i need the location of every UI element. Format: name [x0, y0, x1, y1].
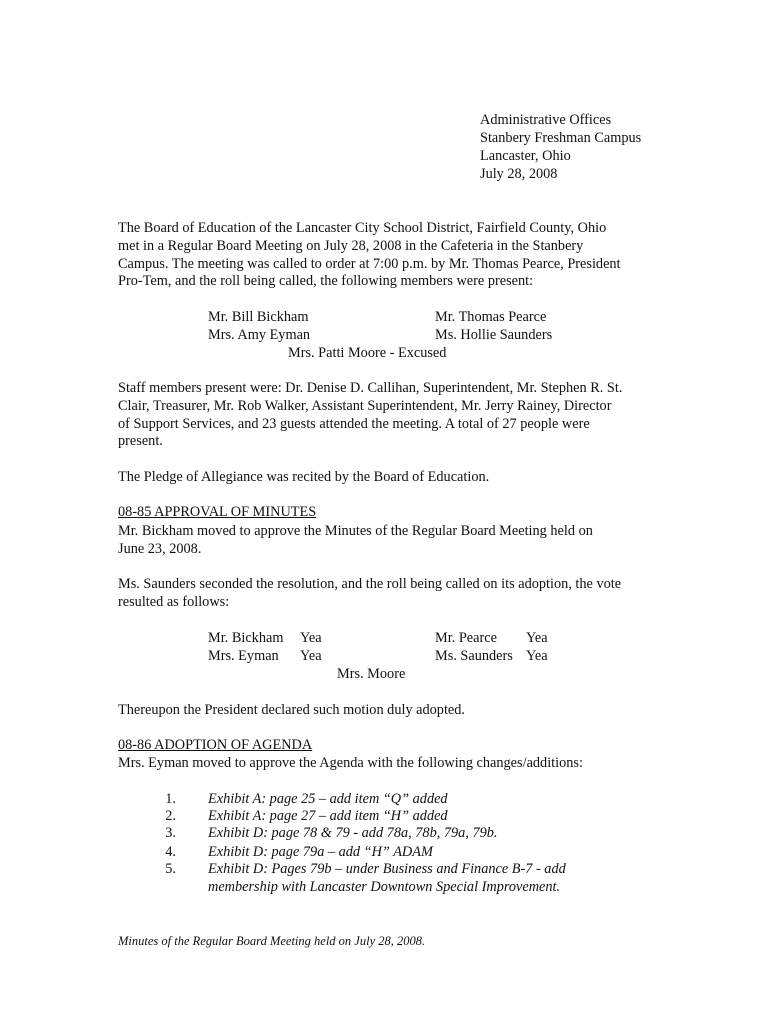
text-line: resulted as follows:	[118, 593, 230, 610]
list-number: 5.	[165, 861, 176, 877]
vote-value: Yea	[526, 648, 548, 664]
header-date: July 28, 2008	[480, 166, 558, 182]
motion-result: Thereupon the President declared such motion duly adopted.	[118, 702, 465, 718]
list-text: Exhibit A: page 27 – add item “H” added	[208, 808, 448, 824]
intro-paragraph	[118, 220, 663, 291]
section-heading-08-85: 08-85 APPROVAL OF MINUTES	[118, 504, 317, 520]
text-line: Staff members present were: Dr. Denise D. Callihan, Superintendent, Mr. Stephen R. St.	[118, 380, 623, 396]
list-text: Exhibit A: page 25 – add item “Q” added	[208, 791, 448, 807]
agenda-motion: Mrs. Eyman moved to approve the Agenda with the following changes/additions:	[118, 755, 583, 771]
header-line: Administrative Offices	[480, 112, 612, 128]
minutes-second	[118, 576, 663, 612]
vote-value: Yea	[300, 630, 322, 646]
header-line: Lancaster, Ohio	[480, 148, 571, 164]
voter-name: Ms. Saunders	[435, 648, 513, 664]
text-line: Pro-Tem, and the roll being called, the following members were present:	[118, 273, 534, 290]
list-number: 3.	[165, 825, 176, 841]
text-line: Ms. Saunders seconded the resolution, and the roll being called on its adoption, the vote	[118, 576, 622, 592]
text-line: Clair, Treasurer, Mr. Rob Walker, Assistant Superintendent, Mr. Jerry Rainey, Director	[118, 397, 612, 414]
member-name: Mrs. Amy Eyman	[208, 327, 311, 343]
list-text: Exhibit D: page 78 & 79 - add 78a, 78b, 79a, 79b.	[208, 825, 498, 841]
text-line: of Support Services, and 23 guests attended the meeting. A total of 27 people were	[118, 415, 590, 432]
text-line: June 23, 2008.	[118, 540, 202, 557]
member-excused: Mrs. Patti Moore - Excused	[288, 345, 447, 361]
vote-value: Yea	[300, 648, 322, 664]
header-line: Stanbery Freshman Campus	[480, 130, 642, 146]
voter-name: Mrs. Eyman	[208, 648, 279, 664]
minutes-motion	[118, 523, 663, 559]
text-line: Mr. Bickham moved to approve the Minutes of the Regular Board Meeting held on	[118, 523, 593, 539]
list-text: Exhibit D: Pages 79b – under Business and Finance B-7 - add	[208, 861, 566, 877]
list-number: 2.	[165, 808, 176, 824]
list-number: 4.	[165, 844, 176, 860]
text-line: present.	[118, 433, 163, 450]
page-footer: Minutes of the Regular Board Meeting held on July 28, 2008.	[118, 934, 426, 948]
list-number: 1.	[165, 791, 176, 807]
member-name: Ms. Hollie Saunders	[435, 327, 553, 343]
text-line: met in a Regular Board Meeting on July 28, 2008 in the Cafeteria in the Stanbery	[118, 237, 584, 254]
voter-name: Mrs. Moore	[337, 666, 406, 682]
text-line: Campus. The meeting was called to order at 7:00 p.m. by Mr. Thomas Pearce, President	[118, 255, 621, 272]
vote-value: Yea	[526, 630, 548, 646]
section-heading-08-86: 08-86 ADOPTION OF AGENDA	[118, 737, 313, 753]
list-text: membership with Lancaster Downtown Special Improvement.	[208, 879, 561, 895]
voter-name: Mr. Pearce	[435, 630, 497, 646]
member-name: Mr. Thomas Pearce	[435, 309, 547, 325]
text-line: The Board of Education of the Lancaster City School District, Fairfield County, Ohio	[118, 220, 607, 236]
list-text: Exhibit D: page 79a – add “H” ADAM	[208, 844, 433, 860]
voter-name: Mr. Bickham	[208, 630, 284, 646]
member-name: Mr. Bill Bickham	[208, 309, 309, 325]
pledge-statement: The Pledge of Allegiance was recited by the Board of Education.	[118, 469, 490, 485]
staff-paragraph	[118, 380, 663, 451]
